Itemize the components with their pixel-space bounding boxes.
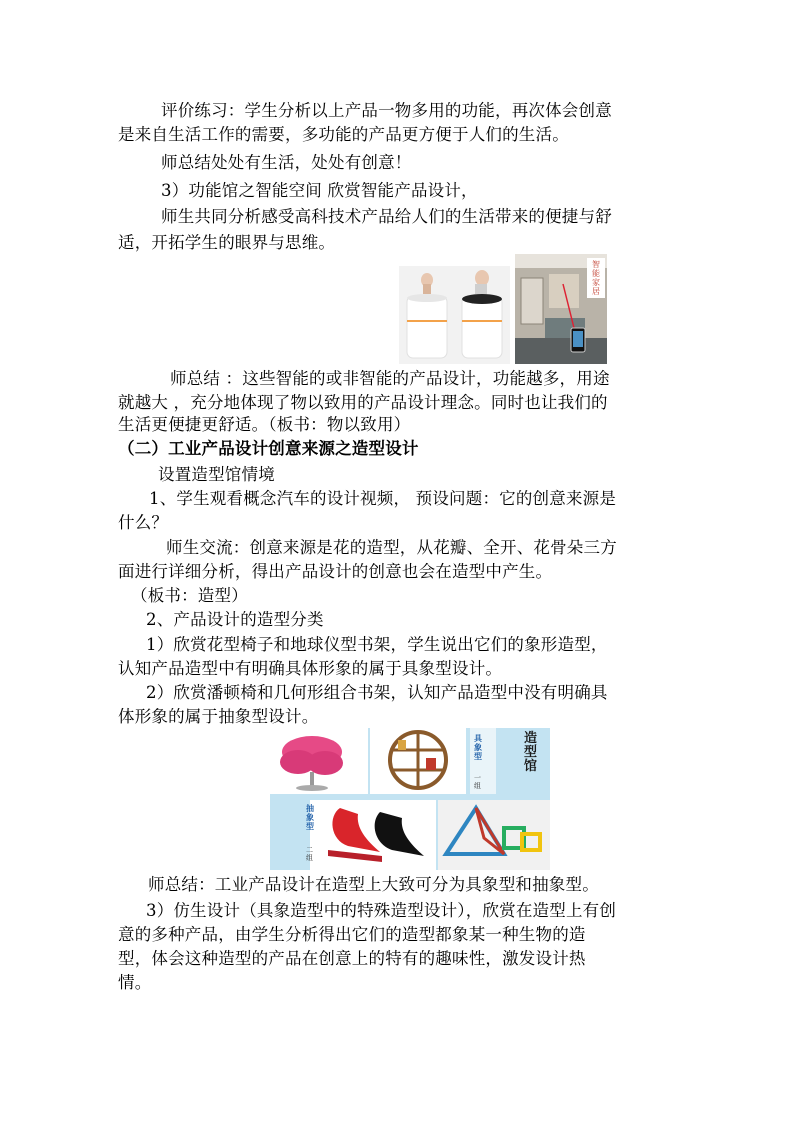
text-line: 体形象的属于抽象型设计。: [118, 707, 319, 726]
text-line: 师总结：工业产品设计在造型上大致可分为具象型和抽象型。: [148, 875, 599, 894]
text-line: 师生交流：创意来源是花的造型，从花瓣、全开、花骨朵三方: [166, 538, 617, 557]
text-line: 面进行详细分析，得出产品设计的创意也会在造型中产生。: [118, 562, 553, 581]
text-line: 适，开拓学生的眼界与思维。: [118, 233, 336, 252]
section-heading: （二）工业产品设计创意来源之造型设计: [118, 439, 419, 458]
text-line: 2、产品设计的造型分类: [146, 610, 324, 629]
abstract-type-label: 抽象型: [306, 804, 314, 831]
text-line: 什么？: [118, 513, 169, 532]
text-line: 1、学生观看概念汽车的设计视频， 预设问题：它的创意来源是: [149, 489, 617, 508]
group-one-label: 一组: [474, 774, 481, 790]
text-line: 型，体会这种造型的产品在创意上的特有的趣味性，激发设计热: [118, 949, 586, 968]
text-line: 情。: [118, 973, 152, 992]
modeling-hall-figure: [270, 728, 550, 870]
text-line: 师总结处处有生活，处处有创意！: [161, 153, 412, 172]
text-line: 设置造型馆情境: [158, 465, 275, 484]
text-line: 意的多种产品，由学生分析得出它们的造型都象某一种生物的造: [118, 925, 586, 944]
text-line: 就越大 ，充分地体现了物以致用的产品设计理念。同时也让我们的: [118, 393, 608, 412]
text-line: 师总结 ：这些智能的或非智能的产品设计，功能越多，用途: [170, 369, 610, 388]
modeling-hall-title: 造型馆: [524, 731, 538, 774]
text-line: 生活更便捷更舒适。（板书：物以致用）: [118, 415, 411, 434]
group-two-label: 二组: [306, 846, 313, 862]
text-line: 3）仿生设计（具象造型中的特殊造型设计），欣赏在造型上有创: [146, 901, 617, 920]
text-line: 3）功能馆之智能空间 欣赏智能产品设计，: [161, 181, 478, 200]
smart-home-tag: 智能家居: [592, 260, 600, 296]
concrete-type-label: 具象型: [474, 734, 482, 761]
text-line: 是来自生活工作的需要，多功能的产品更方便于人们的生活。: [118, 125, 569, 144]
text-line: （板书：造型）: [131, 586, 248, 605]
text-line: 1）欣赏花型椅子和地球仪型书架，学生说出它们的象形造型，: [146, 635, 608, 654]
smart-bin-photo: [399, 266, 510, 364]
text-line: 师生共同分析感受高科技术产品给人们的生活带来的便捷与舒: [161, 207, 612, 226]
smart-home-photo: [515, 254, 607, 364]
text-line: 2）欣赏潘顿椅和几何形组合书架，认知产品造型中没有明确具: [146, 683, 608, 702]
text-line: 认知产品造型中有明确具体形象的属于具象型设计。: [118, 659, 503, 678]
text-line: 评价练习：学生分析以上产品一物多用的功能，再次体会创意: [161, 101, 612, 120]
